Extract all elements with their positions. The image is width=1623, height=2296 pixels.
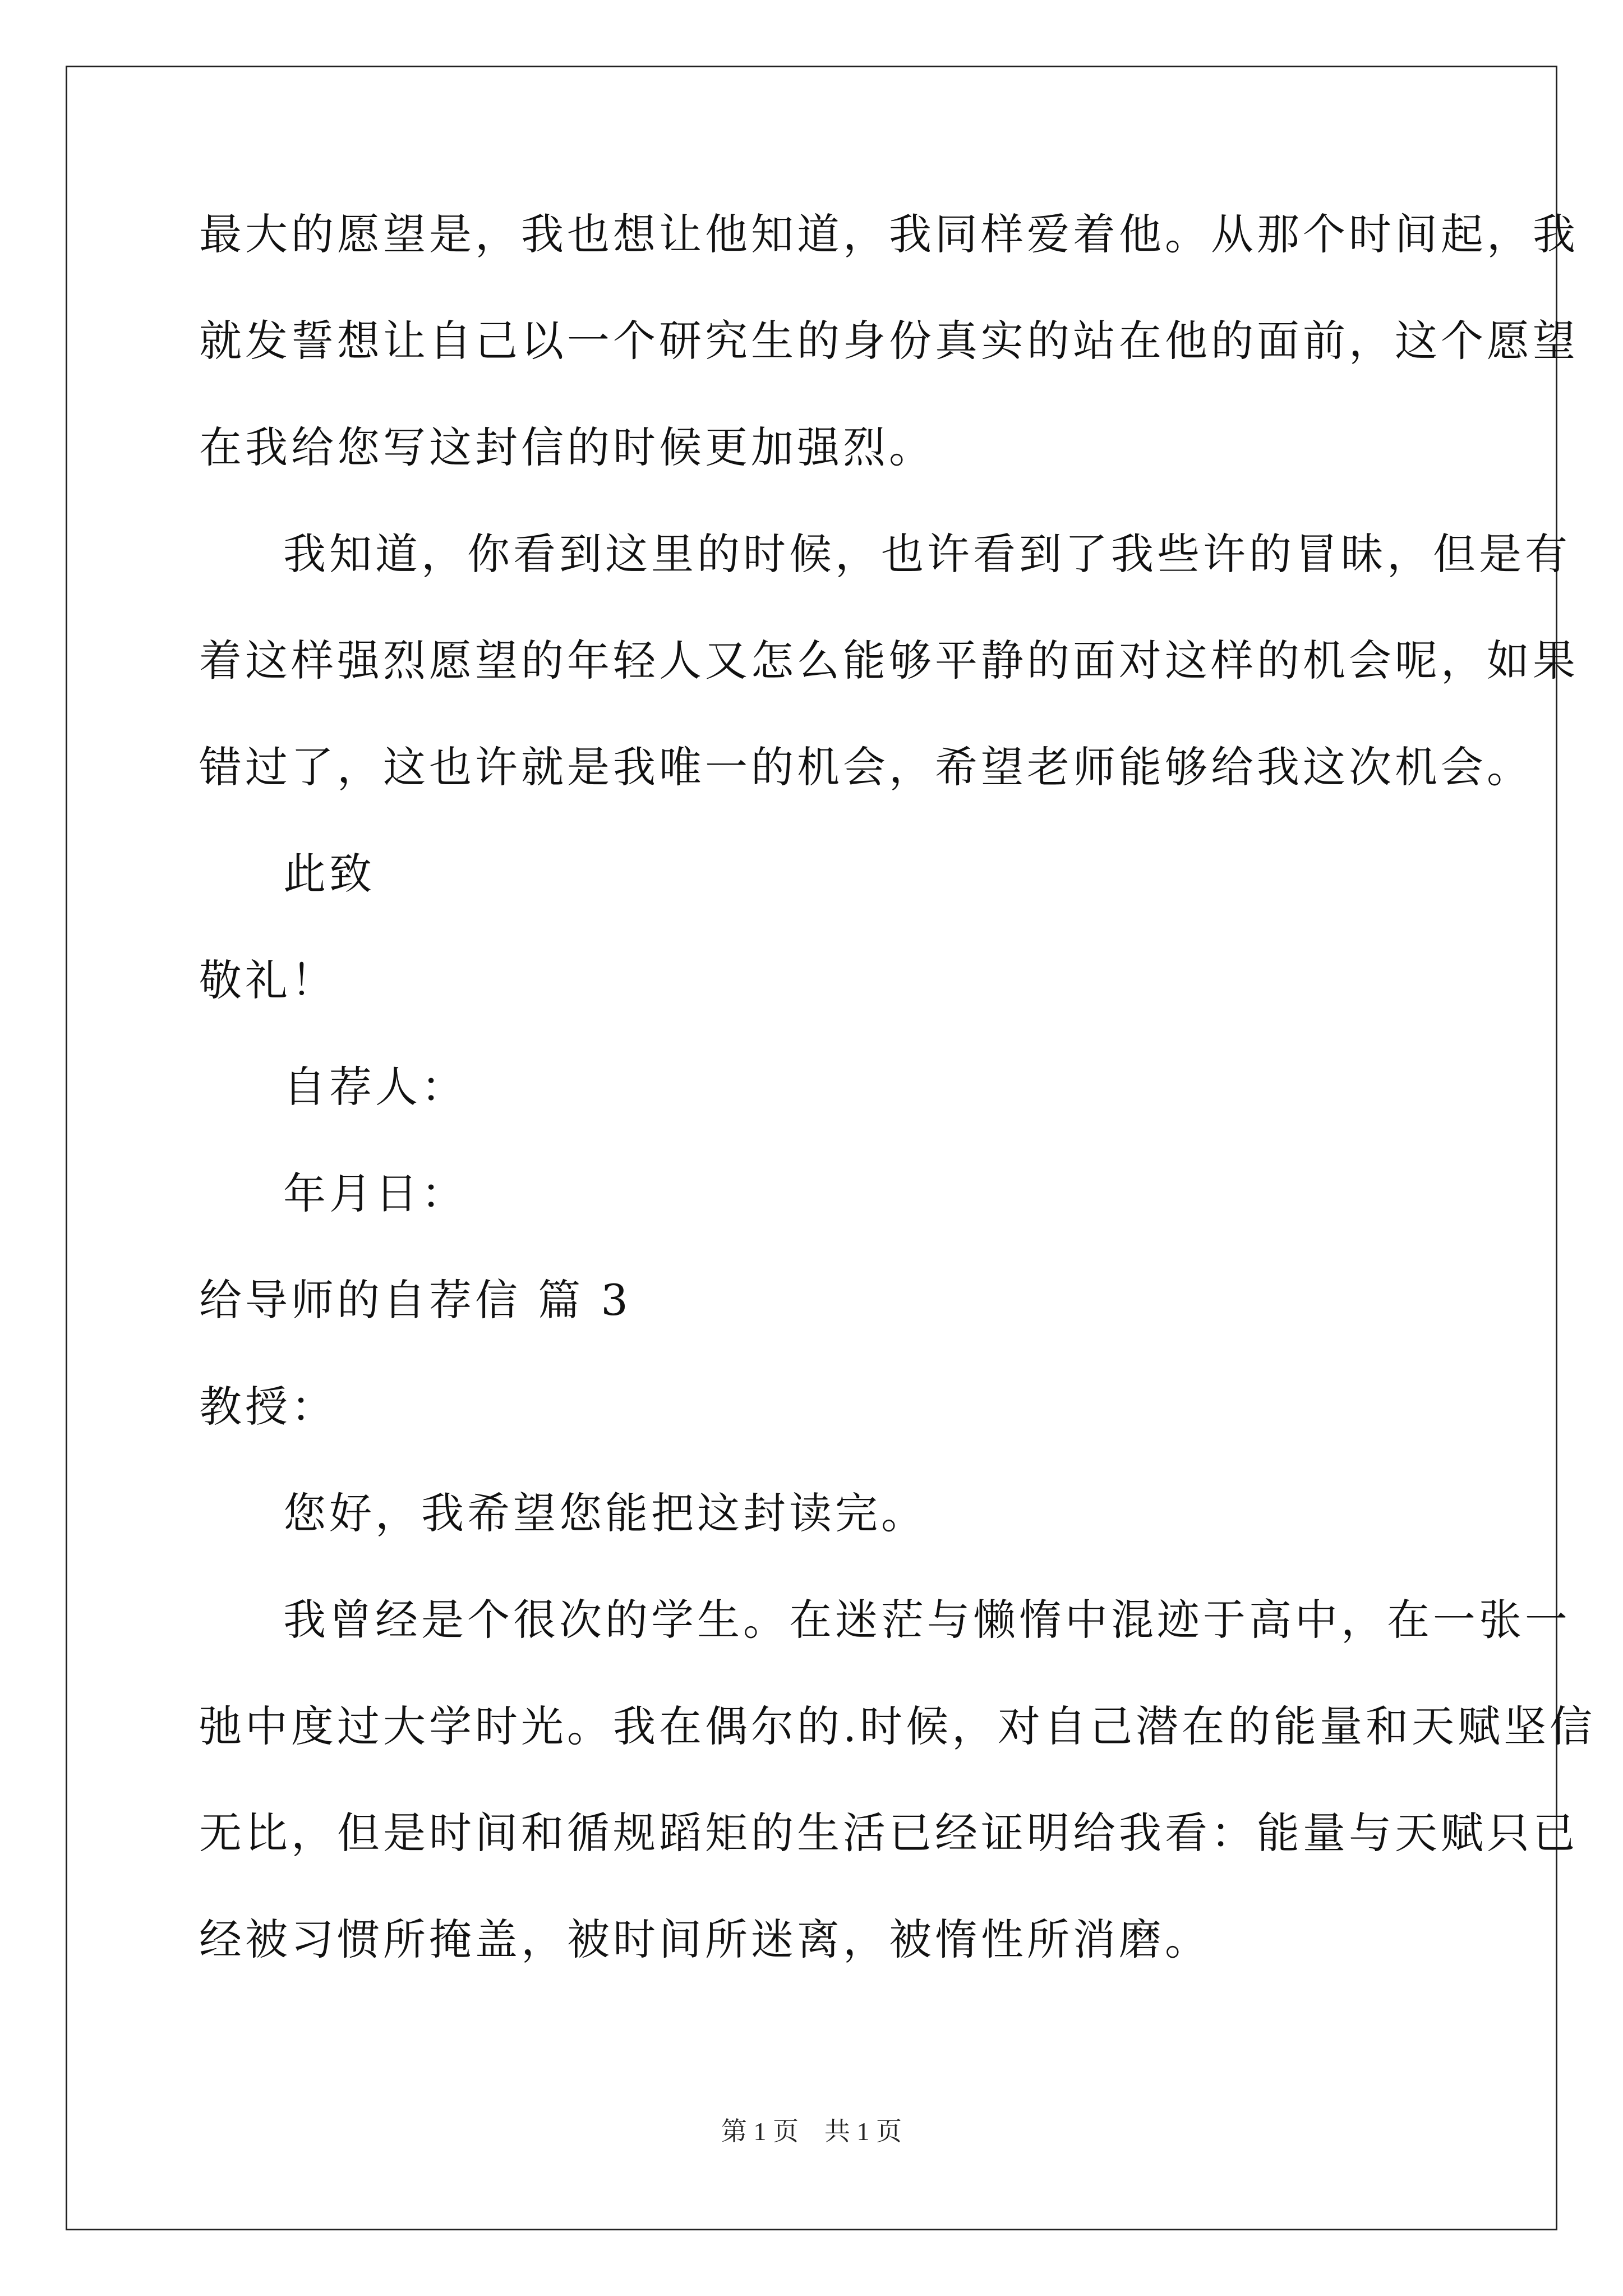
body-line: 在我给您写这封信的时候更加强烈。 <box>199 422 935 472</box>
paragraph-first-line: 我曾经是个很次的学生。在迷茫与懒惰中混迹于高中，在一张一 <box>283 1595 1571 1645</box>
section-heading: 给导师的自荐信 篇 3 <box>199 1275 631 1325</box>
body-line: 最大的愿望是，我也想让他知道，我同样爱着他。从那个时间起，我 <box>199 209 1579 259</box>
body-line: 经被习惯所掩盖，被时间所迷离，被惰性所消磨。 <box>199 1915 1211 1964</box>
page-border <box>66 66 1557 2230</box>
body-line: 错过了，这也许就是我唯一的机会，希望老师能够给我这次机会。 <box>199 742 1533 792</box>
paragraph-first-line: 您好，我希望您能把这封读完。 <box>283 1488 927 1538</box>
signature-label: 自荐人： <box>283 1062 467 1112</box>
closing-regards: 敬礼！ <box>199 955 337 1005</box>
body-line: 着这样强烈愿望的年轻人又怎么能够平静的面对这样的机会呢，如果 <box>199 636 1579 685</box>
date-label: 年月日： <box>283 1168 467 1218</box>
paragraph-first-line: 我知道，你看到这里的时候，也许看到了我些许的冒昧，但是有 <box>283 529 1571 579</box>
body-line: 无比，但是时间和循规蹈矩的生活已经证明给我看：能量与天赋只已 <box>199 1808 1579 1858</box>
greeting: 教授： <box>199 1382 337 1432</box>
body-line: 弛中度过大学时光。我在偶尔的.时候，对自己潜在的能量和天赋坚信 <box>199 1701 1596 1751</box>
body-line: 就发誓想让自己以一个研究生的身份真实的站在他的面前，这个愿望 <box>199 316 1579 366</box>
closing-salutation: 此致 <box>283 849 375 899</box>
page-footer: 第 1 页 共 1 页 <box>721 2117 902 2146</box>
